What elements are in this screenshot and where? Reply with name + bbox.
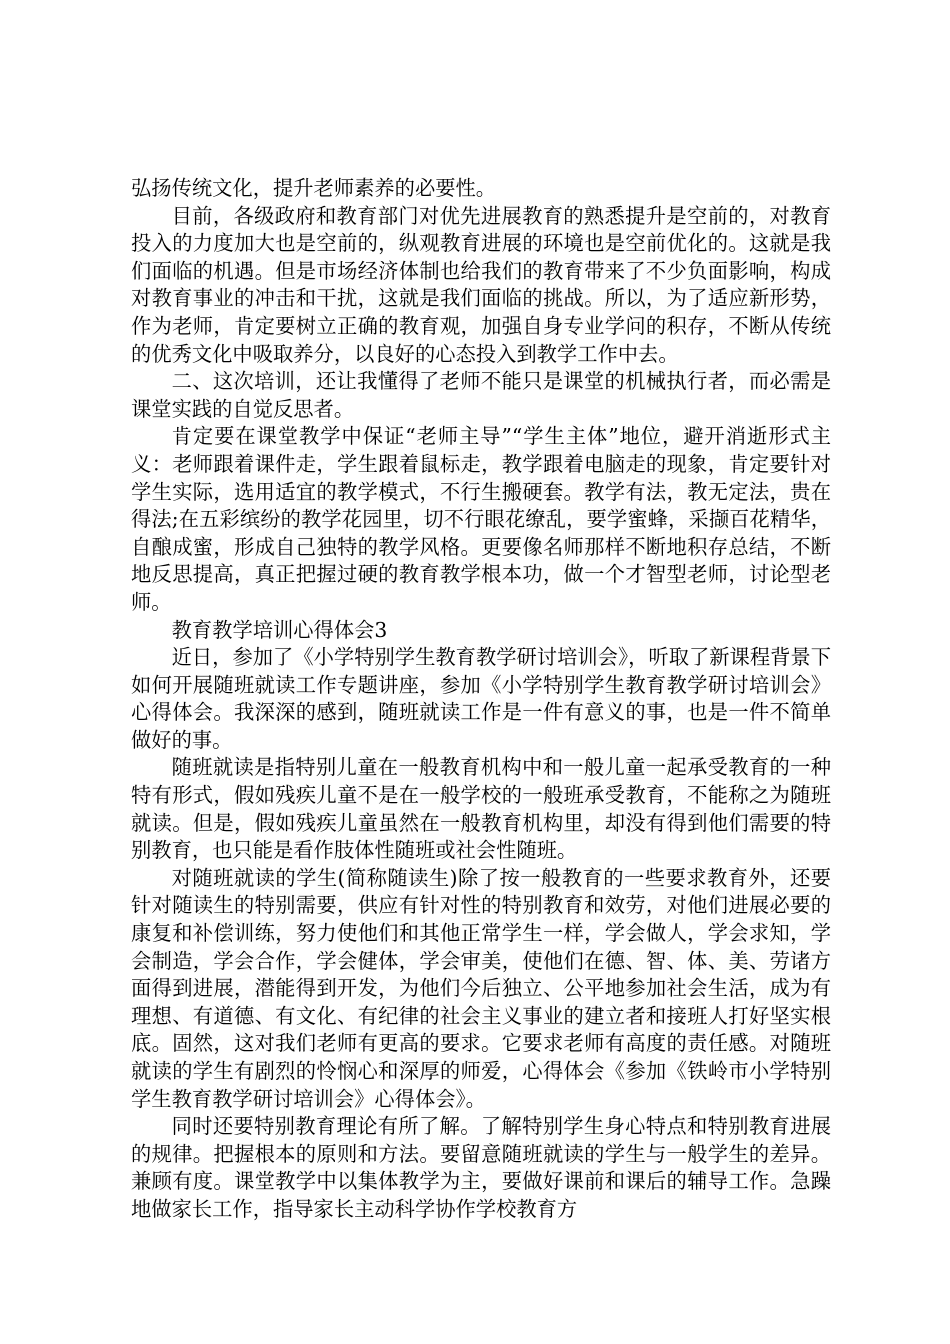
paragraph-7: 对随班就读的学生(简称随读生)除了按一般教育的一些要求教育外，还要针对随读生的特别需要，供应有针对性的特别教育和效劳，对他们进展必要的康复和补偿训练，努力使他们和其他正常学生一样，学会做人，学会求知，学会制造，学会合作，学会健体，学会审美，使他们在德、智、体、美、劳诸方面得到进展，潜能得到开发，为他们今后独立、公平地参加社会生活，成为有理想、有道德、有文化、有纪律的社会主义事业的建立者和接班人打好坚实根底。固然，这对我们老师有更高的要求。它要求老师有高度的责任感。对随班就读的学生有剧烈的怜悯心和深厚的师爱，心得体会《参加《铁岭市小学特别学生教育教学研讨培训会》心得体会》。 — [131, 865, 831, 1111]
document-body — [131, 175, 831, 1224]
section-heading: 教育教学培训心得体会3 — [171, 617, 388, 642]
paragraph-3: 二、这次培训，还让我懂得了老师不能只是课堂的机械执行者，而必需是课堂实践的自觉反思者。 — [131, 369, 831, 421]
paragraph-8: 同时还要特别教育理论有所了解。了解特别学生身心特点和特别教育进展的规律。把握根本的原则和方法。要留意随班就读的学生与一般学生的差异。兼顾有度。课堂教学中以集体教学为主，要做好课前和课后的辅导工作。急躁地做家长工作，指导家长主动科学协作学校教育方 — [131, 1114, 831, 1221]
paragraph-6: 随班就读是指特别儿童在一般教育机构中和一般儿童一起承受教育的一种特有形式，假如残疾儿童不是在一般学校的一般班承受教育，不能称之为随班就读。但是，假如残疾儿童虽然在一般教育机构里，却没有得到他们需要的特别教育，也只能是看作肢体性随班或社会性随班。 — [131, 755, 831, 863]
paragraph-1: 弘扬传统文化，提升老师素养的必要性。 — [131, 176, 497, 200]
paragraph-4: 肯定要在课堂教学中保证“老师主导”“学生主体”地位，避开消逝形式主义：老师跟着课件走，学生跟着鼠标走，教学跟着电脑走的现象，肯定要针对学生实际，选用适宜的教学模式，不行生搬硬套。教学有法，教无定法，贵在得法;在五彩缤纷的教学花园里，切不行眼花缭乱，要学蜜蜂，采撷百花精华，自酿成蜜，形成自己独特的教学风格。更要像名师那样不断地积存总结，不断地反思提高，真正把握过硬的教育教学根本功，做一个才智型老师，讨论型老师。 — [131, 424, 831, 614]
paragraph-2: 目前，各级政府和教育部门对优先进展教育的熟悉提升是空前的，对教育投入的力度加大也是空前的，纵观教育进展的环境也是空前优化的。这就是我们面临的机遇。但是市场经济体制也给我们的教育带来了不少负面影响，构成对教育事业的冲击和干扰，这就是我们面临的挑战。所以，为了适应新形势，作为老师，肯定要树立正确的教育观，加强自身专业学问的积存，不断从传统的优秀文化中吸取养分，以良好的心态投入到教学工作中去。 — [131, 203, 831, 366]
paragraph-5: 近日，参加了《小学特别学生教育教学研讨培训会》，听取了新课程背景下如何开展随班就读工作专题讲座，参加《小学特别学生教育教学研讨培训会》心得体会。我深深的感到，随班就读工作是一件有意义的事，也是一件不简单做好的事。 — [131, 645, 831, 752]
